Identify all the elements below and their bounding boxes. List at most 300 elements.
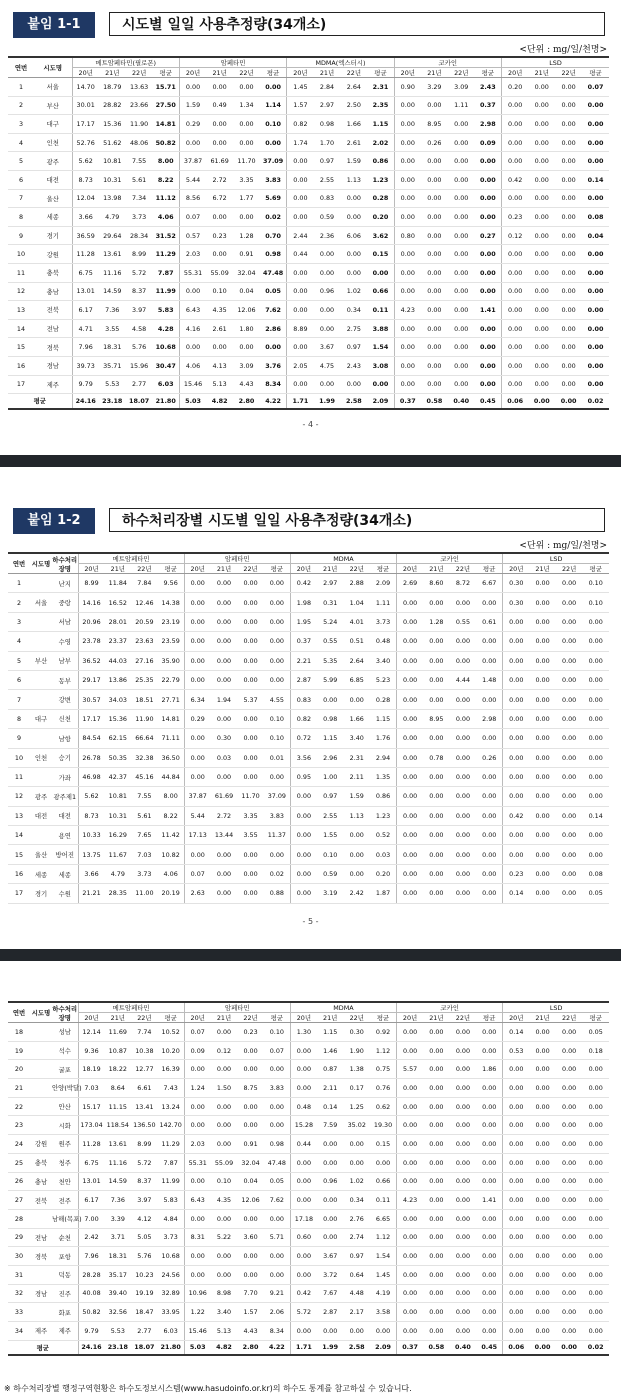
table-cell: 0.00 [237,670,264,689]
table-cell: 인천 [34,133,72,152]
table-cell: 0.00 [555,282,582,301]
table-cell: 0.00 [503,632,530,651]
table-cell: 0.02 [582,1340,609,1355]
table-cell: 10.20 [158,1041,185,1060]
table-cell: 0.00 [582,612,609,631]
table-cell: 3.66 [72,208,99,227]
table-cell: 0.00 [556,1209,583,1228]
table-cell: 23.78 [78,632,105,651]
table-cell: 26 [8,1172,30,1191]
table-cell: 1.22 [184,1303,211,1322]
table-cell: 수영 [52,632,78,651]
year-header: 21년 [105,564,132,574]
table-cell: 0.00 [450,884,477,903]
table-cell: 1.48 [476,670,503,689]
table-cell: 0.00 [237,1041,264,1060]
table-cell: 0.00 [394,189,421,208]
table-row [8,301,609,320]
table-row [8,574,609,593]
table-cell: 0.10 [206,282,233,301]
table-cell: 1.24 [184,1079,211,1098]
table-cell: 0.00 [529,1153,556,1172]
table-cell: 0.04 [237,1172,264,1191]
table-cell: 4.23 [394,301,421,320]
table-cell: 9.56 [158,574,185,593]
table-cell: 11.70 [237,787,264,806]
table-cell: 경기 [34,226,72,245]
year-header: 21년 [423,1013,450,1023]
table-cell: 0.96 [317,1172,344,1191]
table-cell: 2.31 [343,748,370,767]
table-cell: 0.00 [397,1172,424,1191]
table-cell: 36.52 [78,651,105,670]
table-cell: 1.15 [317,1023,344,1042]
table-row [8,1303,609,1322]
table-cell: 0.76 [370,1079,397,1098]
table-cell: 11.15 [105,1097,132,1116]
table-row [8,1322,609,1341]
table-cell: 0.00 [184,632,211,651]
table-cell: 0.00 [529,670,556,689]
table-cell: 0.00 [397,787,424,806]
table-row [8,1247,609,1266]
table-cell: 12.77 [131,1060,158,1079]
table-row [8,1191,609,1210]
table-cell: 0.00 [290,806,317,825]
table-cell: 0.00 [582,787,609,806]
table-cell: 세종 [52,864,78,883]
table-cell: 1.34 [233,96,260,115]
year-header: 21년 [105,1013,132,1023]
table-cell: 0.00 [582,1172,609,1191]
table-cell: 0.00 [287,170,314,189]
table-cell: 0.91 [237,1135,264,1154]
table-cell: 0.00 [421,96,448,115]
table-cell: 40.08 [78,1284,105,1303]
table-cell: 0.00 [582,1135,609,1154]
table-cell: 8.22 [158,806,185,825]
table-cell: 세종 [34,208,72,227]
table-cell: 0.52 [370,826,397,845]
year-header: 평균 [582,564,609,574]
table-row [8,729,609,748]
table-cell: 충북 [30,1153,52,1172]
table-cell: 3.73 [370,612,397,631]
table-row [8,1284,609,1303]
table-cell: 2.35 [367,96,394,115]
table-cell: 20 [8,1060,30,1079]
table-cell: 0.08 [582,208,609,227]
table-cell: 0.12 [211,1041,238,1060]
table-cell: 7.70 [237,1284,264,1303]
table-cell: 0.00 [503,670,530,689]
table-cell: 0.00 [397,1097,424,1116]
table-cell: 0.00 [394,356,421,375]
table-cell: 충남 [30,1172,52,1191]
table-cell: 14.70 [72,78,99,97]
table-cell: 1.86 [476,1060,503,1079]
table-cell: 0.00 [450,1097,477,1116]
table-cell: 2.97 [317,574,344,593]
table-cell: 0.00 [423,884,450,903]
table-cell: 17.13 [184,826,211,845]
table-cell: 0.00 [290,787,317,806]
table-cell: 142.70 [158,1116,185,1135]
table-cell: 0.97 [314,152,341,171]
table-cell: 30.01 [72,96,99,115]
table-cell: 5.83 [158,1191,185,1210]
table-cell: 1 [8,78,34,97]
table-cell: 13.01 [72,282,99,301]
year-header: 20년 [290,564,317,574]
table-cell: 0.00 [582,1079,609,1098]
table-cell: 1.71 [290,1340,317,1355]
table-cell: 0.00 [555,208,582,227]
table-cell: 0.97 [340,338,367,357]
table-cell: 22.79 [158,670,185,689]
table-cell: 2.58 [340,394,367,409]
table-cell: 0.83 [290,690,317,709]
table-cell: 0.12 [502,226,529,245]
table-cell: 0.00 [184,729,211,748]
table-cell: 0.00 [423,787,450,806]
table-cell: 1.13 [343,806,370,825]
table-cell: 4.13 [206,356,233,375]
table-cell: 0.00 [529,864,556,883]
table-cell: 1.02 [343,1172,370,1191]
table-cell: 7 [8,690,30,709]
table-cell: 14 [8,826,30,845]
table-cell: 7.96 [78,1247,105,1266]
table-cell: 7.74 [131,1023,158,1042]
table-cell: 0.08 [582,864,609,883]
header-row [8,1013,609,1023]
table-cell: 1.87 [370,884,397,903]
table-cell: 17.17 [72,115,99,134]
table-cell: 7.96 [72,338,99,357]
table-cell: 32.56 [105,1303,132,1322]
table-cell: 0.37 [394,394,421,409]
table-cell: 0.00 [502,189,529,208]
table-cell: 21.80 [153,394,180,409]
table-cell: 1.15 [367,115,394,134]
table-cell: 0.00 [233,78,260,97]
table-cell: 0.00 [503,1303,530,1322]
table-cell: 5.61 [126,170,153,189]
table-cell: 0.00 [421,319,448,338]
table-cell: 0.75 [370,1060,397,1079]
table-cell: 0.44 [290,1135,317,1154]
table-cell: 2.87 [290,670,317,689]
table-cell: 서울 [30,593,52,612]
table-cell: 0.00 [529,1023,556,1042]
table-cell: 1.76 [370,729,397,748]
table-cell: 안양(박달) [52,1079,78,1098]
table-cell: 0.00 [340,245,367,264]
table-cell: 36.59 [72,226,99,245]
table-cell: 16.29 [105,826,132,845]
table-cell: 5.99 [317,670,344,689]
table-cell: 4.79 [99,208,126,227]
table-cell: 0.00 [367,263,394,282]
table-cell: 2.84 [314,78,341,97]
table-cell: 0.00 [503,767,530,786]
table-cell: 6.75 [78,1153,105,1172]
table-cell [30,729,52,748]
table-cell: 3.56 [290,748,317,767]
table-cell: 0.95 [290,767,317,786]
column-header: 하수처리장명 [52,553,78,574]
table-cell: 0.07 [184,864,211,883]
table-cell: 0.00 [450,651,477,670]
table-cell: 1.54 [370,1247,397,1266]
table-cell: 1.59 [179,96,206,115]
table-row [8,338,609,357]
table-cell: 0.00 [184,574,211,593]
table-cell: 0.00 [423,632,450,651]
table-cell: 0.00 [502,263,529,282]
table-cell: 8.95 [421,115,448,134]
table-cell: 8.00 [153,152,180,171]
page-3 [0,963,621,1400]
table-cell: 0.14 [317,1097,344,1116]
table-cell: 44.84 [158,767,185,786]
table-cell: 18.07 [126,394,153,409]
table-cell: 34.03 [105,690,132,709]
table-cell: 경기 [30,884,52,903]
table-cell: 0.00 [528,319,555,338]
table-cell: 0.00 [582,152,609,171]
table-cell: 0.00 [503,1284,530,1303]
table-cell: 0.00 [475,375,502,394]
table-cell: 0.26 [421,133,448,152]
column-header: 하수처리장명 [52,1002,78,1023]
table-cell: 6 [8,670,30,689]
table-cell: 0.00 [179,282,206,301]
table-cell: 0.00 [184,1097,211,1116]
table-cell: 8.75 [237,1079,264,1098]
table-cell: 1.90 [343,1041,370,1060]
table-cell: 0.00 [237,767,264,786]
table-cell: 0.00 [528,282,555,301]
table-cell: 0.00 [184,593,211,612]
table-cell: 0.00 [394,96,421,115]
table-cell: 0.00 [556,1265,583,1284]
table-cell: 0.00 [211,612,238,631]
year-header: 평균 [476,1013,503,1023]
table-cell: 2.44 [287,226,314,245]
table-cell: 3.40 [211,1303,238,1322]
table-cell: 0.00 [582,301,609,320]
table-cell: 0.00 [343,690,370,709]
table-cell: 화포 [52,1303,78,1322]
table-cell: 37.87 [184,787,211,806]
table-cell: 0.00 [394,133,421,152]
table-cell: 0.00 [233,115,260,134]
drug-group-header: 암페타민 [184,553,290,564]
table-cell: 0.00 [450,1079,477,1098]
table-cell: 0.82 [287,115,314,134]
table-cell: 0.00 [582,133,609,152]
table-cell: 5.71 [264,1228,291,1247]
table-cell: 0.00 [503,1097,530,1116]
table-cell: 0.00 [423,806,450,825]
table-cell: 5.44 [179,170,206,189]
table-cell: 0.00 [211,1209,238,1228]
table-cell: 7.62 [264,1191,291,1210]
table-cell: 0.00 [394,115,421,134]
table-cell: 8.99 [131,1135,158,1154]
table-cell: 청주 [52,1153,78,1172]
table-cell: 1.94 [211,690,238,709]
year-header: 20년 [394,68,421,78]
table-cell: 13.98 [99,189,126,208]
table-cell: 13.61 [99,245,126,264]
table-cell: 18.31 [99,338,126,357]
table-cell: 0.00 [582,651,609,670]
table-cell: 0.00 [314,245,341,264]
table-row [8,245,609,264]
table-cell: 0.00 [503,748,530,767]
table-cell: 0.00 [423,729,450,748]
table-cell: 0.00 [450,748,477,767]
table-cell: 0.10 [264,729,291,748]
table-cell: 0.07 [184,1023,211,1042]
table-cell: 1.14 [260,96,287,115]
year-header: 20년 [72,68,99,78]
table-cell: 0.00 [503,1153,530,1172]
drug-group-header: 메트암페타민(필로폰) [72,57,179,68]
table-cell: 0.00 [423,1265,450,1284]
table-cell: 0.00 [503,826,530,845]
page2-table [8,552,609,904]
table-cell: 0.00 [397,1322,424,1341]
table-cell: 13.44 [211,826,238,845]
table-cell: 0.34 [343,1191,370,1210]
table-cell: 2.75 [340,319,367,338]
table-cell: 5.03 [179,394,206,409]
table-cell: 16 [8,356,34,375]
table-cell: 0.00 [314,263,341,282]
table-cell: 11.67 [105,845,132,864]
table-row [8,787,609,806]
table-cell: 18 [8,1023,30,1042]
table-cell: 1.99 [314,394,341,409]
table-row [8,767,609,786]
year-header: 평균 [153,68,180,78]
table-cell: 0.34 [340,301,367,320]
table-cell: 0.00 [179,133,206,152]
table-cell: 4.55 [264,690,291,709]
table-cell: 0.00 [343,1153,370,1172]
table-cell: 1.70 [314,133,341,152]
table-cell: 4.84 [158,1209,185,1228]
table-cell: 18.31 [105,1247,132,1266]
table-cell: 광주 [30,787,52,806]
table-cell: 0.00 [503,651,530,670]
table-cell: 32.04 [237,1153,264,1172]
table-cell: 84.54 [78,729,105,748]
table-cell: 1.11 [448,96,475,115]
table-cell: 0.00 [502,115,529,134]
table-cell: 36.50 [158,748,185,767]
table-cell: 2 [8,593,30,612]
table-cell: 0.30 [211,729,238,748]
table-cell: 0.00 [476,1079,503,1098]
table-cell: 0.00 [556,670,583,689]
table-cell: 5.62 [72,152,99,171]
table-row [8,1116,609,1135]
year-header: 평균 [158,1013,185,1023]
table-cell: 48.06 [126,133,153,152]
table-cell: 천안 [52,1172,78,1191]
table-cell: 0.00 [475,338,502,357]
table-cell: 0.42 [503,806,530,825]
table-cell: 6.65 [370,1209,397,1228]
drug-group-header: 메트암페타민 [78,553,184,564]
table-cell: 0.00 [211,1265,238,1284]
table-cell: 50.82 [153,133,180,152]
table-cell: 10.96 [184,1284,211,1303]
table-cell: 1.46 [317,1041,344,1060]
table-cell: 0.00 [556,1247,583,1266]
table-cell: 0.00 [556,1191,583,1210]
table-cell: 3.62 [367,226,394,245]
table-cell: 0.00 [476,845,503,864]
table-cell: 0.00 [528,394,555,409]
table-row [8,375,609,394]
table-row [8,690,609,709]
table-cell: 0.00 [287,152,314,171]
table-cell: 0.00 [556,748,583,767]
table-cell: 32.89 [158,1284,185,1303]
table-cell: 0.00 [556,1340,583,1355]
table-cell: 0.00 [423,1322,450,1341]
table-cell: 0.00 [528,301,555,320]
table-cell: 0.00 [503,709,530,728]
table-cell: 3.83 [260,170,287,189]
average-row [8,1340,609,1355]
table-cell: 0.00 [582,1153,609,1172]
table-cell: 37.87 [179,152,206,171]
table-cell: 5 [8,152,34,171]
table-cell: 2.86 [260,319,287,338]
table-cell: 0.20 [370,864,397,883]
table-cell: 0.00 [556,1060,583,1079]
table-row [8,1265,609,1284]
table-cell: 0.00 [556,690,583,709]
table-cell: 0.00 [421,152,448,171]
table-cell: 원주 [52,1135,78,1154]
table-cell: 0.00 [556,845,583,864]
table-cell: 7.03 [78,1079,105,1098]
table-cell: 0.00 [503,845,530,864]
table-cell: 0.10 [264,1023,291,1042]
page1-number: - 4 - [302,420,319,429]
table-cell: 1.57 [237,1303,264,1322]
table-row [8,1079,609,1098]
table-cell: 0.00 [448,301,475,320]
average-label: 평균 [8,394,72,409]
table-cell: 0.00 [529,748,556,767]
table-cell: 0.00 [237,593,264,612]
table-cell: 0.00 [476,826,503,845]
table-cell: 0.00 [423,1097,450,1116]
table-cell: 0.00 [556,1172,583,1191]
table-cell: 0.55 [317,632,344,651]
table-cell: 대전 [52,806,78,825]
table-cell: 0.00 [529,729,556,748]
